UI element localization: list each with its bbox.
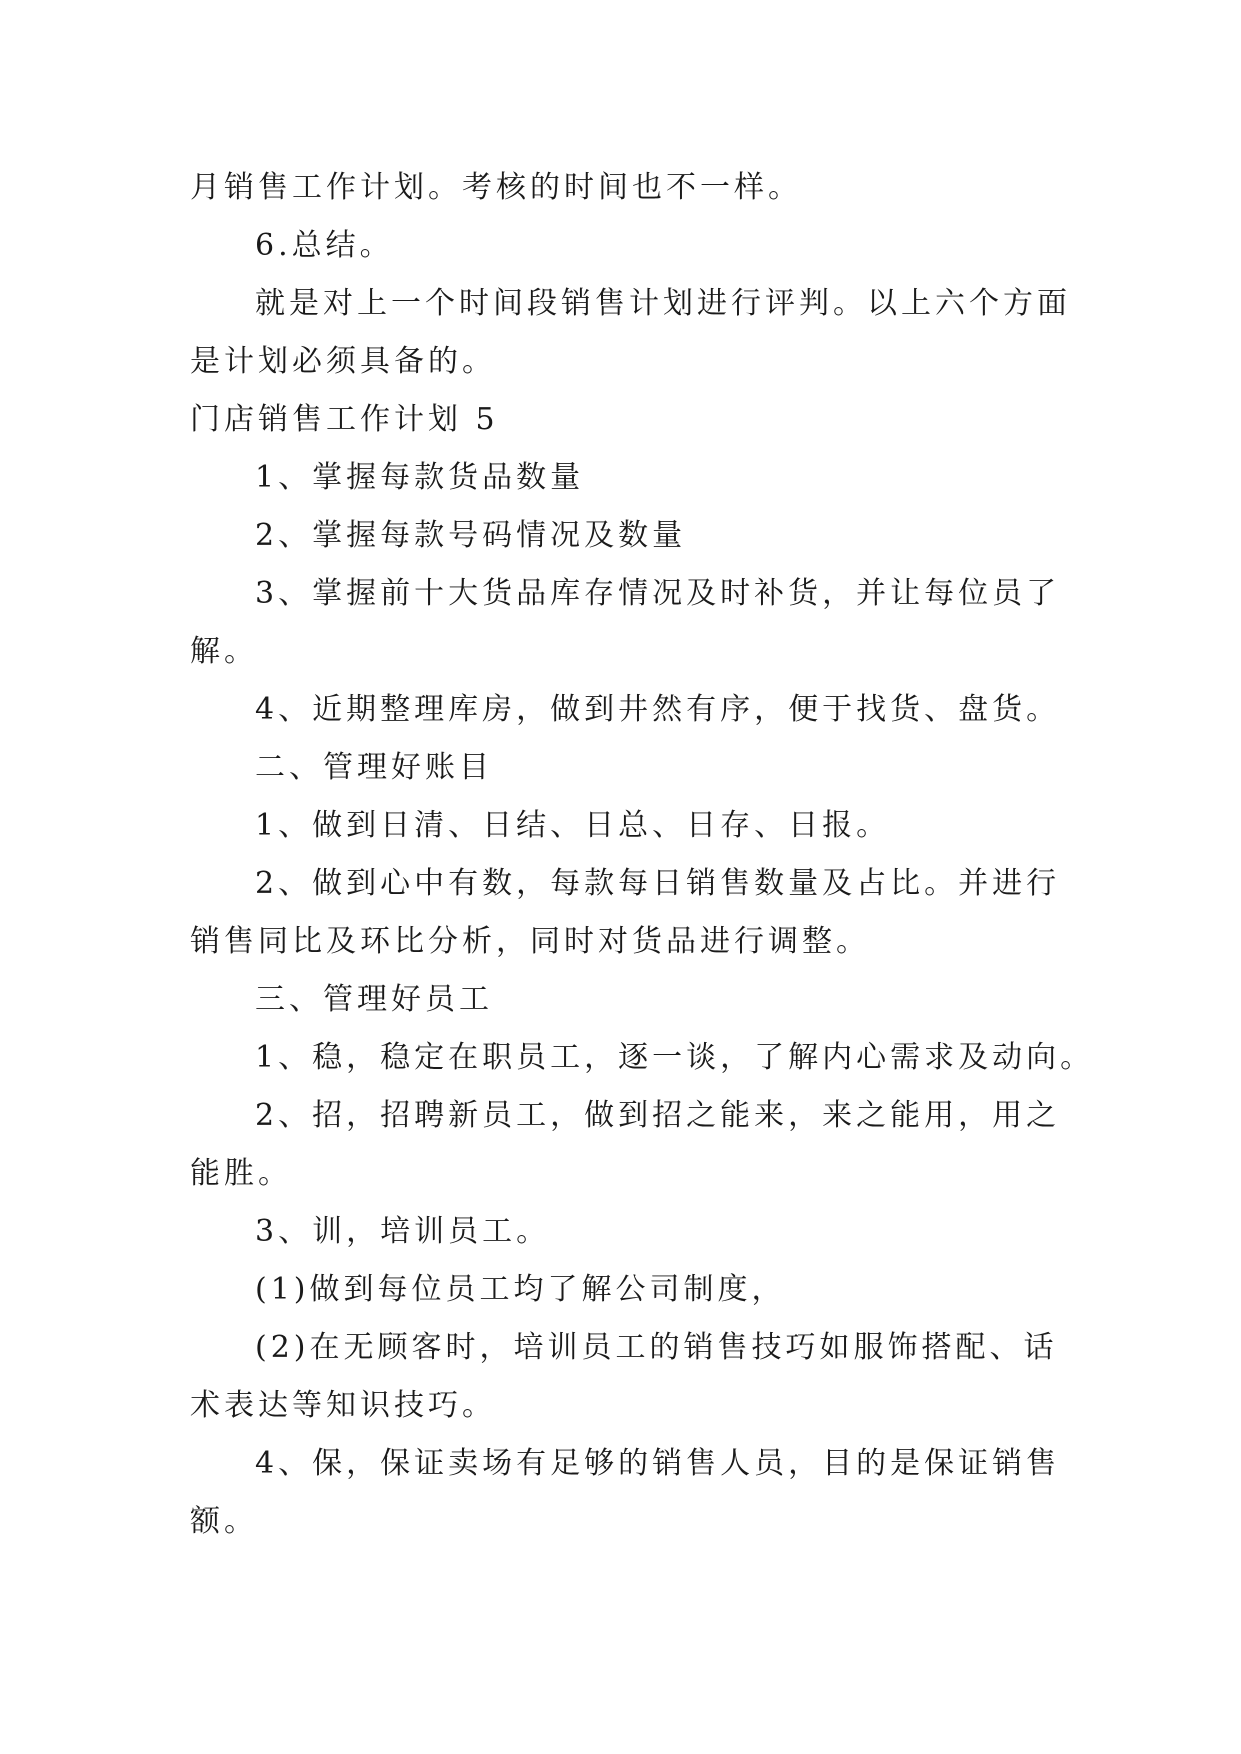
list-item: (2)在无顾客时，培训员工的销售技巧如服饰搭配、话 — [255, 1330, 1058, 1365]
section-heading: 三、管理好员工 — [255, 982, 493, 1017]
list-item: 2、招，招聘新员工，做到招之能来，来之能用，用之 — [255, 1098, 1061, 1133]
list-item: (1)做到每位员工均了解公司制度， — [255, 1272, 786, 1307]
list-item: 2、掌握每款号码情况及数量 — [255, 518, 687, 553]
text-line: 额。 — [190, 1504, 258, 1539]
section-heading: 门店销售工作计划 5 — [190, 402, 499, 437]
text-line: 解。 — [190, 634, 258, 669]
text-line: 是计划必须具备的。 — [190, 344, 496, 379]
list-item: 4、保，保证卖场有足够的销售人员，目的是保证销售 — [255, 1446, 1061, 1481]
list-item: 2、做到心中有数，每款每日销售数量及占比。并进行 — [255, 866, 1061, 901]
list-item: 1、做到日清、日结、日总、日存、日报。 — [255, 808, 891, 843]
list-item: 3、掌握前十大货品库存情况及时补货，并让每位员了 — [255, 576, 1061, 611]
section-heading: 二、管理好账目 — [255, 750, 493, 785]
text-line: 销售同比及环比分析，同时对货品进行调整。 — [190, 924, 870, 959]
list-item: 3、训，培训员工。 — [255, 1214, 551, 1249]
text-line: 能胜。 — [190, 1156, 292, 1191]
list-item: 1、掌握每款货品数量 — [255, 460, 585, 495]
text-line: 6.总结。 — [255, 228, 394, 263]
list-item: 4、近期整理库房，做到井然有序，便于找货、盘货。 — [255, 692, 1061, 727]
text-line: 就是对上一个时间段销售计划进行评判。以上六个方面 — [255, 286, 1071, 321]
text-line: 月销售工作计划。考核的时间也不一样。 — [190, 170, 802, 205]
list-item: 1、稳，稳定在职员工，逐一谈，了解内心需求及动向。 — [255, 1040, 1095, 1075]
text-line: 术表达等知识技巧。 — [190, 1388, 496, 1423]
